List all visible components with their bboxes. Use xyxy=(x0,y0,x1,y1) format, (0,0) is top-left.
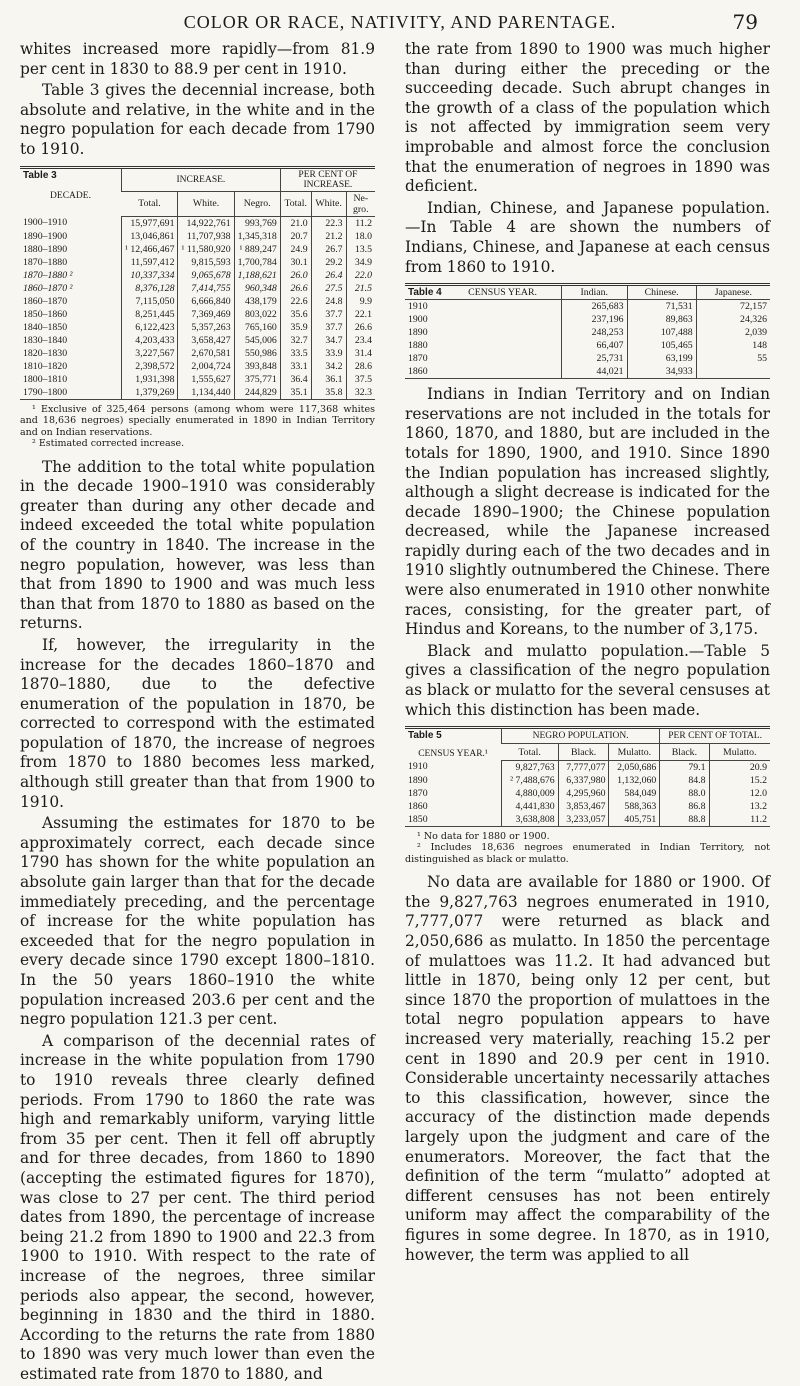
table-cell: 30.1 xyxy=(280,256,311,269)
table-cell: 9,827,763 xyxy=(502,760,559,774)
page-header xyxy=(0,6,800,36)
table-cell: 584,049 xyxy=(609,787,660,800)
row-label: 1790–1800 xyxy=(20,386,122,400)
table-row xyxy=(405,313,770,326)
column-header: Chinese. xyxy=(627,285,696,300)
column-header: Black. xyxy=(558,744,609,760)
right-column xyxy=(405,40,770,1267)
table-cell: 1,134,440 xyxy=(178,386,234,400)
table-row xyxy=(20,386,375,400)
paragraph: No data are available for 1880 or 1900. Of the 9,827,763 negroes enumerated in 1910, 7,777,077 were returned as black and 2,050,686 as mulatto. In 1850 the percentage of mulattoes was 11.2. It had advanced but little in 1870, being only 12 per cent, but since 1870 the proportion of mulattoes in the total negro population appears to have increased very materially, reaching 15.2 per cent in 1890 and 20.9 per cent in 1910. Considerable uncertainty necessarily attaches to this classification, however, since the accuracy of the distinction made depends largely upon the judgment and care of the enumerators. Moreover, the fact that the definition of the term “mulatto” adopted at different censuses has not been entirely uniform may affect the comparability of the figures in some degree. In 1870, as in 1910, however, the term was applied to all xyxy=(405,873,770,1264)
table-cell: 9,815,593 xyxy=(178,256,234,269)
table-cell: 3,853,467 xyxy=(558,800,609,813)
table-row xyxy=(405,300,770,314)
table-cell: 31.4 xyxy=(346,347,375,360)
footnote: ² Includes 18,636 negroes enumerated in Indian Territory, not distinguished as black or mulatto. xyxy=(405,842,770,865)
row-label: 1900 xyxy=(408,314,428,326)
table-cell: 89,863 xyxy=(627,313,696,326)
table-cell: 37.7 xyxy=(311,321,346,334)
row-label: 1830–1840 xyxy=(23,334,68,346)
table-cell: 32.3 xyxy=(346,386,375,400)
column-header: Indian. xyxy=(562,285,628,300)
table-cell: 26.6 xyxy=(346,321,375,334)
column-header: NEGRO POPULATION. xyxy=(502,728,660,744)
table-cell: 1,379,269 xyxy=(122,386,178,400)
column-header: PER CENT OF TOTAL. xyxy=(660,728,770,744)
paragraph: Black and mulatto population.—Table 5 gives a classification of the negro population as black or mulatto for the several censuses at which this distinction has been made. xyxy=(405,641,770,719)
table-cell: 11.2 xyxy=(709,813,770,827)
page-number: 79 xyxy=(732,10,758,34)
column-header: Total. xyxy=(280,191,311,216)
table-cell: 803,022 xyxy=(234,308,280,321)
table-cell: 22.0 xyxy=(346,269,375,282)
row-label: 1860–1870 xyxy=(23,295,68,307)
row-label: 1860–1870 ² xyxy=(23,282,73,294)
table-cell: 21.2 xyxy=(311,230,346,243)
table-cell: 10,337,334 xyxy=(122,269,178,282)
running-title: COLOR OR RACE, NATIVITY, AND PARENTAGE. xyxy=(183,12,617,32)
table-cell: 37.5 xyxy=(346,373,375,386)
row-label: 1840–1850 xyxy=(23,321,68,333)
paragraph: A comparison of the decennial rates of increase in the white population from 1790 to 1910 reveals three clearly defined periods. From 1790 to 1860 the rate was high and remarkably uniform, varying little from 35 per cent. Then it fell off abruptly and for three decades, from 1860 to 1890 (accepting the estimated figures for 1870), was close to 27 per cent. The third period dates from 1890, the percentage of increase being 21.2 from 1890 to 1900 and 22.3 from 1900 to 1910. With respect to the rate of increase of the negroes, three similar periods also appear, the second, however, beginning in 1830 and the third in 1880. According to the returns the rate from 1880 to 1890 was very much lower than even the estimated rate from 1870 to 1880, and xyxy=(20,1031,375,1383)
table-cell: 14,922,761 xyxy=(178,216,234,230)
table-5 xyxy=(405,726,770,827)
row-label: 1850–1860 xyxy=(23,308,68,320)
table-cell: 107,488 xyxy=(627,326,696,339)
table-row xyxy=(20,243,375,256)
table-cell: 3,638,808 xyxy=(502,813,559,827)
paragraph: Indian, Chinese, and Japanese population.—In Table 4 are shown the numbers of Indians, Chinese, and Japanese at each census from 1860 to 1910. xyxy=(405,198,770,276)
table-cell: 375,771 xyxy=(234,373,280,386)
row-label: 1870 xyxy=(408,353,428,365)
table-cell: 25,731 xyxy=(562,352,628,365)
table-cell: 13.5 xyxy=(346,243,375,256)
table-cell: 438,179 xyxy=(234,295,280,308)
table-cell: 265,683 xyxy=(562,300,628,314)
table-cell: 36.1 xyxy=(311,373,346,386)
table-cell: 11,597,412 xyxy=(122,256,178,269)
table-cell: 86.8 xyxy=(660,800,709,813)
table-cell: 88.8 xyxy=(660,813,709,827)
table-cell: 34,933 xyxy=(627,365,696,379)
table-cell: 22.1 xyxy=(346,308,375,321)
table-cell: 71,531 xyxy=(627,300,696,314)
table-cell: 2,670,581 xyxy=(178,347,234,360)
paragraph: the rate from 1890 to 1900 was much higher than during either the preceding or the succeeding decade. Such abrupt changes in the growth of a class of the population which is not affected by immigration seem very improbable and almost force the conclusion that the enumeration of negroes in 1890 was deficient. xyxy=(405,40,770,196)
table-cell: 11.2 xyxy=(346,216,375,230)
table-cell: 5,357,263 xyxy=(178,321,234,334)
row-label: 1860 xyxy=(405,365,562,379)
table-row xyxy=(405,787,770,800)
table-cell: 12.0 xyxy=(709,787,770,800)
table-row xyxy=(20,373,375,386)
paragraph: Indians in Indian Territory and on Indian reservations are not included in the totals for 1860, 1870, and 1880, but are included in the totals for 1890, 1900, and 1910. Since 1890 the Indian population has increased slightly, although a slight decrease is indicated for the decade 1890–1900; the Chinese population decreased, while the Japanese increased rapidly during each of the two decades and in 1910 slightly outnumbered the Chinese. There were also enumerated in 1910 other nonwhite races, consisting, for the greater part, of Hindus and Koreans, to the number of 3,175. xyxy=(405,385,770,639)
table-cell: 34.2 xyxy=(311,360,346,373)
table-row xyxy=(20,269,375,282)
table-cell: 33.5 xyxy=(280,347,311,360)
table-cell: 550,986 xyxy=(234,347,280,360)
table-cell: 237,196 xyxy=(562,313,628,326)
table-cell: 7,115,050 xyxy=(122,295,178,308)
table-cell: 2,398,572 xyxy=(122,360,178,373)
table-cell: 33.1 xyxy=(280,360,311,373)
row-label: 1870–1880 ² xyxy=(23,269,73,281)
table-cell: 393,848 xyxy=(234,360,280,373)
table-row xyxy=(405,352,770,365)
table-row xyxy=(20,216,375,230)
column-header: Total. xyxy=(122,191,178,216)
column-header: Ne-gro. xyxy=(346,191,375,216)
table-4 xyxy=(405,283,770,379)
row-label: 1890–1900 xyxy=(23,230,68,242)
table-row xyxy=(20,321,375,334)
footnote: ¹ Exclusive of 325,464 persons (among whom were 117,368 whites and 18,636 negroes) specially enumerated in 1890 in Indian Territory and on Indian reservations. xyxy=(20,403,375,438)
table-cell: 37.7 xyxy=(311,308,346,321)
table-cell: 7,414,755 xyxy=(178,282,234,295)
table-cell: 2,039 xyxy=(696,326,770,339)
table-cell: 248,253 xyxy=(562,326,628,339)
table-cell: 1,931,398 xyxy=(122,373,178,386)
table-cell: 34.9 xyxy=(346,256,375,269)
row-label: 1910 xyxy=(408,301,428,313)
table-cell: 21.0 xyxy=(280,216,311,230)
table-cell: 26.7 xyxy=(311,243,346,256)
table-cell: 26.6 xyxy=(280,282,311,295)
table-cell: 44,021 xyxy=(562,365,628,379)
table-cell: ² 7,488,676 xyxy=(502,774,559,787)
paragraph: The addition to the total white population in the decade 1900–1910 was considerably greater than during any other decade and indeed exceeded the total white population of the country in 1840. The increase in the negro population, however, was less than that from 1890 to 1900 and was much less than that from 1870 to 1880 as based on the returns. xyxy=(20,457,375,633)
table-cell: 88.0 xyxy=(660,787,709,800)
table-cell: 6,337,980 xyxy=(558,774,609,787)
column-header: White. xyxy=(178,191,234,216)
column-header: PER CENT OF INCREASE. xyxy=(280,167,375,191)
table-row xyxy=(20,308,375,321)
table-cell: 6,666,840 xyxy=(178,295,234,308)
column-header: Black. xyxy=(660,744,709,760)
row-label: 1810–1820 xyxy=(23,360,68,372)
row-label: 1880 xyxy=(408,340,428,352)
table-cell: 24,326 xyxy=(696,313,770,326)
paragraph: If, however, the irregularity in the increase for the decades 1860–1870 and 1870–1880, due to the defective enumeration of the population in 1870, be corrected to correspond with the estimated population of 1870, the increase of negroes from 1870 to 1880 becomes less marked, although still greater than that from 1900 to 1910. xyxy=(20,635,375,811)
table-cell: 6,122,423 xyxy=(122,321,178,334)
table-label: Table 4 xyxy=(408,287,442,299)
table-cell: 3,227,567 xyxy=(122,347,178,360)
table-cell: 244,829 xyxy=(234,386,280,400)
table-cell: 21.5 xyxy=(346,282,375,295)
table-cell: 405,751 xyxy=(609,813,660,827)
paragraph: Table 3 gives the decennial increase, both absolute and relative, in the white and in the negro population for each decade from 1790 to 1910. xyxy=(20,81,375,158)
table-cell: 72,157 xyxy=(696,300,770,314)
table-cell: 765,160 xyxy=(234,321,280,334)
table-cell: 35.6 xyxy=(280,308,311,321)
left-column xyxy=(20,40,375,1386)
table-cell: 8,251,445 xyxy=(122,308,178,321)
table-cell: 1,555,627 xyxy=(178,373,234,386)
table-row xyxy=(20,256,375,269)
table-cell: 993,769 xyxy=(234,216,280,230)
table-cell: 8,376,128 xyxy=(122,282,178,295)
row-label: 1870–1880 xyxy=(23,256,68,268)
paragraph: Assuming the estimates for 1870 to be approximately correct, each decade since 1790 has shown for the white population an absolute gain larger than that for the decade immediately preceding, and the percentage of increase for the white population has exceeded that for the negro population in every decade since 1790 except 1800–1810. In the 50 years 1860–1910 the white population increased 203.6 per cent and the negro population 121.3 per cent. xyxy=(20,814,375,1029)
table-cell: 148 xyxy=(696,339,770,352)
table-cell: 960,348 xyxy=(234,282,280,295)
table-cell: ¹ 11,580,920 xyxy=(178,243,234,256)
table-row xyxy=(405,813,770,827)
table-cell: 34.7 xyxy=(311,334,346,347)
table-cell: 18.0 xyxy=(346,230,375,243)
table-cell: 23.4 xyxy=(346,334,375,347)
table-cell: 20.9 xyxy=(709,760,770,774)
table-cell: 36.4 xyxy=(280,373,311,386)
row-label: 1850 xyxy=(405,813,502,827)
table-cell: 79.1 xyxy=(660,760,709,774)
table-cell xyxy=(696,365,770,379)
table-cell: 13.2 xyxy=(709,800,770,813)
table-cell: 9.9 xyxy=(346,295,375,308)
table-cell: 20.7 xyxy=(280,230,311,243)
table-cell: 4,880,009 xyxy=(502,787,559,800)
table-row xyxy=(405,326,770,339)
table-cell: 7,777,077 xyxy=(558,760,609,774)
table-cell: 4,203,433 xyxy=(122,334,178,347)
table-cell: 1,345,318 xyxy=(234,230,280,243)
footnote: ¹ No data for 1880 or 1900. xyxy=(417,830,550,842)
table-row xyxy=(20,230,375,243)
table-cell: 588,363 xyxy=(609,800,660,813)
column-header: CENSUS YEAR. xyxy=(468,287,537,299)
table-cell: 1,132,060 xyxy=(609,774,660,787)
table-cell: 2,050,686 xyxy=(609,760,660,774)
footnote: ² Estimated corrected increase. xyxy=(32,438,185,450)
paragraph: whites increased more rapidly—from 81.9 per cent in 1830 to 88.9 per cent in 1910. xyxy=(20,40,375,78)
column-header: INCREASE. xyxy=(122,167,281,191)
table-cell: 26.0 xyxy=(280,269,311,282)
table-row xyxy=(405,365,770,379)
row-label: 1860 xyxy=(408,800,428,812)
column-header: Mulatto. xyxy=(709,744,770,760)
row-label: 1880–1890 xyxy=(23,243,68,255)
table-cell: 24.9 xyxy=(280,243,311,256)
table-row xyxy=(405,339,770,352)
table-cell: 1,188,621 xyxy=(234,269,280,282)
table-cell: 4,295,960 xyxy=(558,787,609,800)
table-cell: 55 xyxy=(696,352,770,365)
table-cell: 22.3 xyxy=(311,216,346,230)
table-cell: 35.9 xyxy=(280,321,311,334)
table-cell: 7,369,469 xyxy=(178,308,234,321)
table-cell: 11,707,938 xyxy=(178,230,234,243)
table-cell: 13,046,861 xyxy=(122,230,178,243)
table-cell: 27.5 xyxy=(311,282,346,295)
table-cell: 2,004,724 xyxy=(178,360,234,373)
table-cell: 33.9 xyxy=(311,347,346,360)
column-header: DECADE. xyxy=(50,190,91,201)
table-cell: 22.6 xyxy=(280,295,311,308)
table-cell: 4,441,830 xyxy=(502,800,559,813)
table-label: Table 5 xyxy=(408,730,442,742)
table-row xyxy=(20,347,375,360)
table-cell: 28.6 xyxy=(346,360,375,373)
table-cell: 32.7 xyxy=(280,334,311,347)
table-cell: 35.8 xyxy=(311,386,346,400)
row-label: 1900–1910 xyxy=(23,217,68,229)
table-cell: ¹ 889,247 xyxy=(234,243,280,256)
table-cell: 24.8 xyxy=(311,295,346,308)
table-3 xyxy=(20,166,375,400)
table-cell: 29.2 xyxy=(311,256,346,269)
row-label: 1870 xyxy=(408,787,428,799)
table-row xyxy=(20,360,375,373)
table-cell: 15.2 xyxy=(709,774,770,787)
table-cell: 9,065,678 xyxy=(178,269,234,282)
row-label: 1890 xyxy=(408,774,428,786)
row-label: 1910 xyxy=(408,761,428,773)
row-label: 1800–1810 xyxy=(23,373,68,385)
table-cell: 84.8 xyxy=(660,774,709,787)
row-label: 1820–1830 xyxy=(23,347,68,359)
table-label: Table 3 xyxy=(23,169,57,181)
table-cell: 3,233,057 xyxy=(558,813,609,827)
table-row xyxy=(405,774,770,787)
table-cell: 545,006 xyxy=(234,334,280,347)
table-cell: 105,465 xyxy=(627,339,696,352)
table-cell: 15,977,691 xyxy=(122,216,178,230)
table-row xyxy=(20,282,375,295)
table-row xyxy=(20,295,375,308)
table-cell: 1,700,784 xyxy=(234,256,280,269)
column-header: Negro. xyxy=(234,191,280,216)
column-header: Total. xyxy=(502,744,559,760)
table-row xyxy=(405,800,770,813)
row-label: 1890 xyxy=(408,327,428,339)
table-cell: 35.1 xyxy=(280,386,311,400)
table-row xyxy=(20,334,375,347)
table-cell: 63,199 xyxy=(627,352,696,365)
column-header: Mulatto. xyxy=(609,744,660,760)
column-header: White. xyxy=(311,191,346,216)
table-cell: 3,658,427 xyxy=(178,334,234,347)
column-header: CENSUS YEAR.¹ xyxy=(418,749,488,760)
column-header: Japanese. xyxy=(696,285,770,300)
table-cell: ¹ 12,466,467 xyxy=(122,243,178,256)
table-row xyxy=(405,760,770,774)
table-cell: 26.4 xyxy=(311,269,346,282)
table-cell: 66,407 xyxy=(562,339,628,352)
